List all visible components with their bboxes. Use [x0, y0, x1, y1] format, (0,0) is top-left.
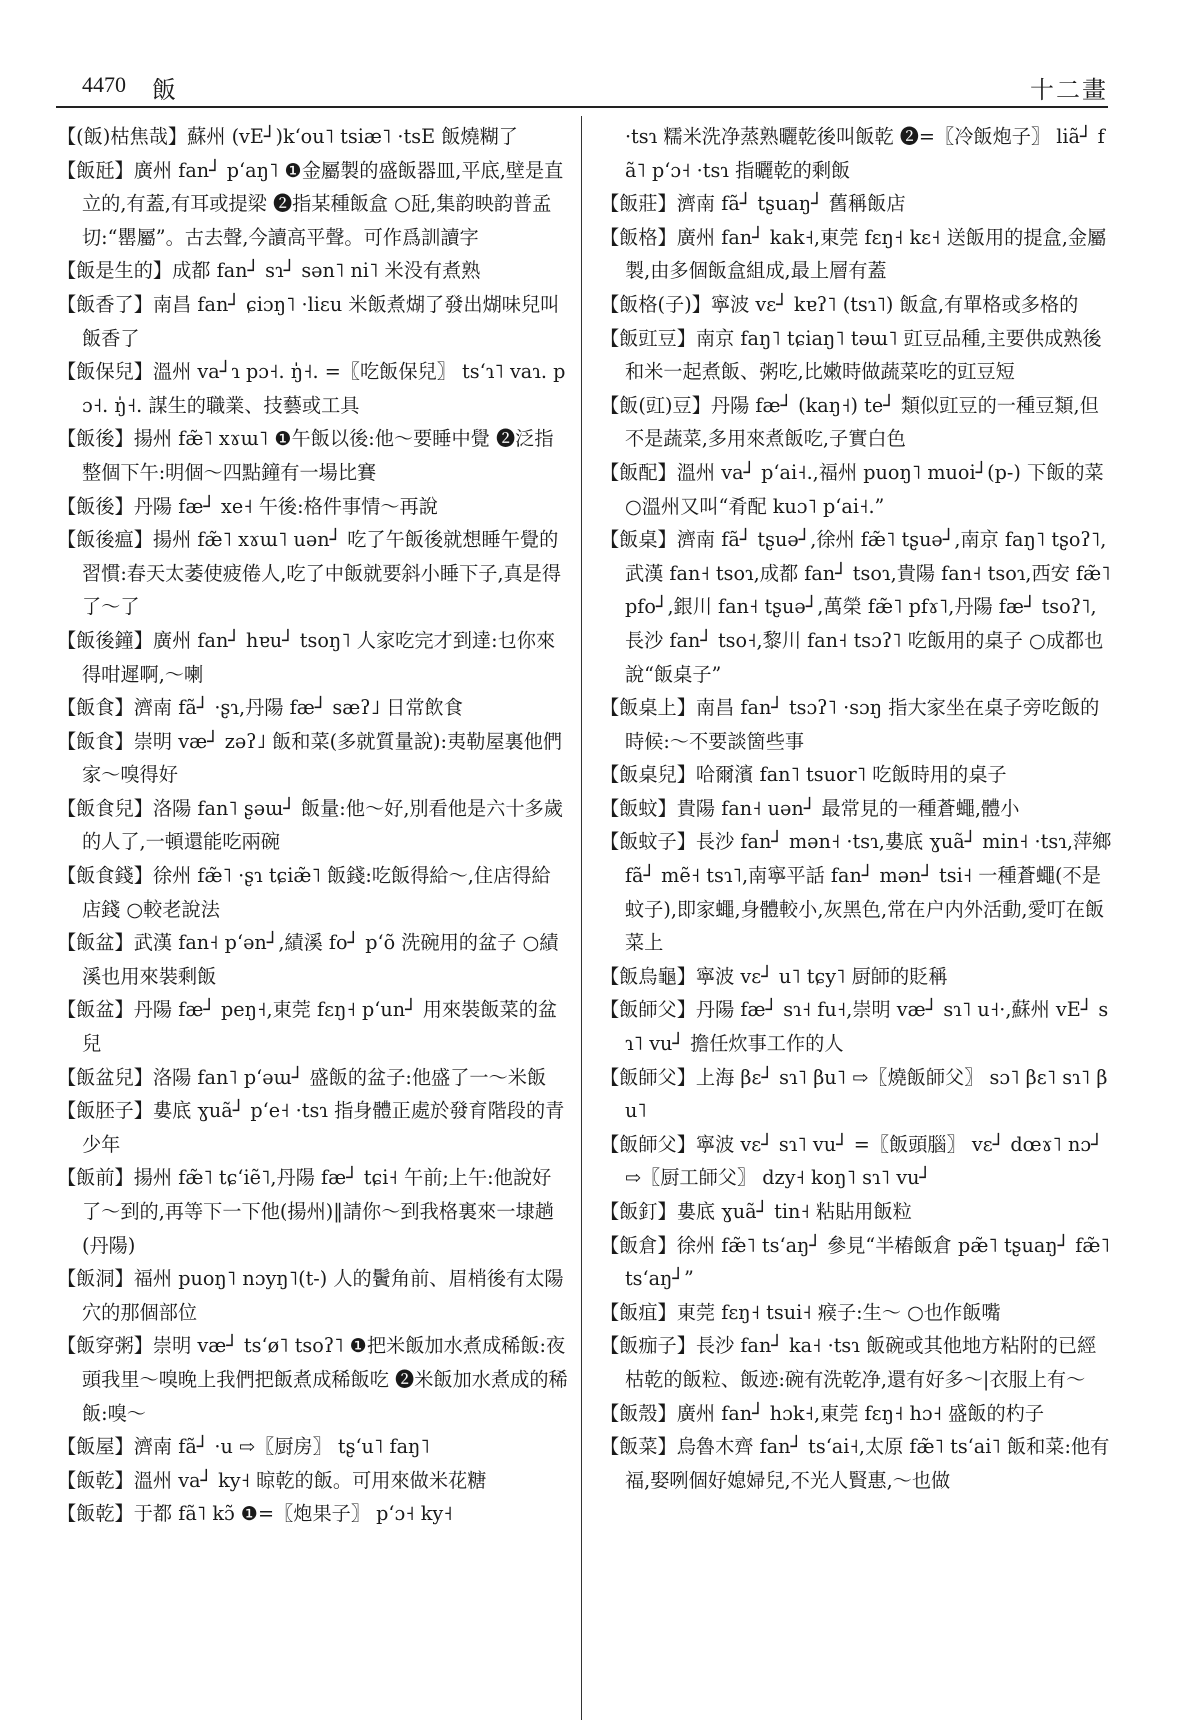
dictionary-entry: 【飯格】廣州 fan┘ kak˧,東莞 fɛŋ˧ kɛ˧ 送飯用的提盒,金屬製,由多個飯盒組成,最上層有蓋	[600, 225, 1107, 283]
dictionary-entry: 【飯痂子】長沙 fan┘ ka˧ ·tsɿ 飯碗或其他地方粘附的已經枯乾的飯粒、飯迹:碗有洗乾净,還有好多～|衣服上有～	[600, 1334, 1097, 1391]
dictionary-entry: 【飯(豇)豆】丹陽 fæ┘ (kaŋ˧) te┘ 類似豇豆的一種豆類,但不是蔬菜,多用來煮飯吃,子實白色	[600, 393, 1099, 451]
dictionary-entry: 【飯莊】濟南 fã┘ tʂuaŋ┘ 舊稱飯店	[600, 192, 906, 216]
dictionary-entry: 【飯豇豆】南京 faŋ˥ tɕiaŋ˥ təɯ˥ 豇豆品種,主要供成熟後和米一起煮飯、粥吃,比嫩時做蔬菜吃的豇豆短	[600, 326, 1102, 384]
dictionary-entry: 【飯食兒】洛陽 fan˥ ʂəɯ┘ 飯量:他～好,別看他是六十多歲的人了,一頓還能吃兩碗	[57, 796, 563, 854]
dictionary-entry: 【飯桌】濟南 fã┘ tʂuə┘,徐州 fæ̃˥ tʂuə┘,南京 faŋ˥ tʂoʔ˥,武漢 fan˧ tsoɿ,成都 fan┘ tsoɿ,貴陽 fan˧ tsoɿ,西安 fæ̃˥ pfo┘,銀川 fan˧ tʂuə┘,萬榮 fæ̃˥ pfɤ˥,丹陽 fæ┘ tsoʔ˥,長沙 fan┘ tso˧,黎川 fan˧ tsɔʔ˥ 吃飯用的桌子 ○成都也說“飯桌子”	[600, 528, 1111, 686]
dictionary-entry: 【飯盆兒】洛陽 fan˥ pʻəɯ┘ 盛飯的盆子:他盛了一～米飯	[57, 1065, 547, 1089]
page-header	[56, 66, 1108, 106]
dictionary-entry: 【飯師父】上海 βɛ┘ sɿ˥ βu˥ ⇨〖燒飯師父〗 sɔ˥ βɛ˥ sɿ˥ βu˥	[600, 1065, 1108, 1123]
dictionary-entry: 【飯菜】烏魯木齊 fan┘ tsʻai˧,太原 fæ̃˥ tsʻai˥ 飯和菜:他有福,娶咧個好媳婦兒,不光人賢惠,～也做	[600, 1435, 1110, 1492]
dictionary-entry: 【飯後】揚州 fæ̃˥ xɤɯ˥ ❶午飯以後:他～要睡中覺 ❷泛指整個下午:明個～四點鐘有一場比賽	[57, 427, 554, 484]
dictionary-entry: 【飯乾】溫州 va┘ ky˧ 晾乾的飯。可用來做米花糖	[57, 1468, 487, 1492]
column-divider	[581, 116, 582, 1720]
dictionary-entry: 【飯前】揚州 fæ̃˥ tɕʻiẽ˥,丹陽 fæ┘ tɕi˧ 午前;上午:他說好了～到的,再等下一下他(揚州)‖請你～到我格裏來一埭趟(丹陽)	[57, 1166, 554, 1257]
dictionary-entry-continued: ·tsɿ 糯米洗净蒸熟曬乾後叫飯乾 ❷=〖冷飯炮子〗 liã┘ fã˥ pʻɔ˧ ·tsɿ 指曬乾的剩飯	[624, 125, 1105, 182]
dictionary-entry: 【飯香了】南昌 fan┘ ɕiɔŋ˥ ·liɛu 米飯煮煳了發出煳味兒叫飯香了	[57, 292, 560, 350]
dictionary-entry: 【飯食】濟南 fã┘ ·ʂɿ,丹陽 fæ┘ sæʔ˩ 日常飲食	[57, 696, 463, 720]
dictionary-entry: 【飯配】溫州 va┘ pʻai˧.,福州 puoŋ˥ muoi┘(p-) 下飯的菜 ○溫州又叫“肴配 kuɔ˥ pʻai˧.”	[600, 460, 1104, 518]
dictionary-entry: 【飯屋】濟南 fã┘ ·u ⇨〖厨房〗 tʂʻu˥ faŋ˥	[57, 1435, 430, 1459]
section-title: 十二畫	[1030, 76, 1108, 104]
dictionary-entry: 【飯食錢】徐州 fæ̃˥ ·ʂɿ tɕiæ̃˥ 飯錢:吃飯得給～,住店得給店錢 ○較老說法	[57, 864, 551, 921]
dictionary-entry: 【飯桌兒】哈爾濱 fan˥ tsuor˥ 吃飯時用的桌子	[600, 763, 1007, 787]
dictionary-entry: 【飯後鐘】廣州 fan┘ hɐu┘ tsoŋ˥ 人家吃完才到達:乜你來得咁遲啊,～喇	[57, 628, 556, 686]
dictionary-entry: 【飯盆】丹陽 fæ┘ peŋ˧,東莞 fɛŋ˧ pʻun┘ 用來裝飯菜的盆兒	[57, 998, 558, 1056]
left-column	[57, 120, 569, 1531]
dictionary-entry: 【飯倉】徐州 fæ̃˥ tsʻaŋ┘ 參見“半樁飯倉 pæ̃˥ tʂuaŋ┘ fæ̃˥ tsʻaŋ┘”	[600, 1233, 1110, 1291]
dictionary-entry: 【飯胚子】婁底 ɣuã┘ pʻe˧ ·tsɿ 指身體正處於發育階段的青少年	[57, 1099, 565, 1156]
dictionary-entry: 【飯烏龜】寧波 vɛ┘ u˥ tɕy˥ 厨師的貶稱	[600, 964, 948, 988]
dictionary-entry: 【飯蚊子】長沙 fan┘ mən˧ ·tsɿ,婁底 ɣuã┘ min˧ ·tsɿ,萍鄉 fã┘ mẽ˧ tsɿ˥,南寧平話 fan┘ mən┘ tsi˧ 一種蒼蠅(不是蚊子),即家蠅,身體較小,灰黑色,常在户内外活動,愛叮在飯菜上	[600, 830, 1112, 955]
dictionary-entry: 【飯釘】婁底 ɣuã┘ tin˧ 粘貼用飯粒	[600, 1200, 912, 1223]
dictionary-entry: 【飯後】丹陽 fæ┘ xe˧ 午後:格件事情～再說	[57, 494, 438, 518]
dictionary-entry: 【飯疽】東莞 fɛŋ˧ tsui˧ 瘊子:生～ ○也作飯嘴	[600, 1300, 1001, 1324]
right-column	[600, 120, 1112, 1497]
dictionary-entry: 【飯後瘟】揚州 fæ̃˥ xɤɯ˥ uən┘ 吃了午飯後就想睡午覺的習慣:春天太萎使疲倦人,吃了中飯就要斜小睡下子,真是得了～了	[57, 528, 562, 619]
dictionary-entry: 【飯食】崇明 væ┘ zəʔ˩ 飯和菜(多就質量說):夷勒屋裏他們家～嗅得好	[57, 729, 563, 787]
dictionary-entry: 【飯洞】福州 puoŋ˥ nɔyŋ˥(t-) 人的鬢角前、眉梢後有太陽穴的那個部位	[57, 1267, 564, 1324]
dictionary-entry: 【飯保兒】溫州 va┘ɿ pɔ˧. ŋ̍˧. =〖吃飯保兒〗 tsʻɿ˥ vaɿ. pɔ˧. ŋ̍˧. 謀生的職業、技藝或工具	[57, 360, 566, 417]
dictionary-entry: 【飯穿粥】崇明 væ┘ tsʻø˥ tsoʔ˥ ❶把米飯加水煮成稀飯:夜頭我里～嗅晚上我們把飯煮成稀飯吃 ❷米飯加水煮成的稀飯:嗅～	[57, 1334, 568, 1425]
dictionary-entry: 【飯乾】于都 fã˥ kɔ̃ ❶=〖炮果子〗 pʻɔ˧ ky˧	[57, 1502, 453, 1526]
dictionary-entry: 【飯盆】武漢 fan˧ pʻən┘,績溪 fo┘ pʻõ 洗碗用的盆子 ○績溪也用來裝剩飯	[57, 931, 559, 988]
dictionary-entry: 【飯格(子)】寧波 vɛ┘ kɐʔ˥ (tsɿ˥) 飯盒,有單格或多格的	[600, 292, 1079, 316]
dictionary-entry: 【飯師父】丹陽 fæ┘ sɿ˧ fu˧,崇明 væ┘ sɿ˥ u˧·,蘇州 vE┘ sɿ˥ vu┘ 擔任炊事工作的人	[600, 998, 1109, 1056]
page-number: 4470	[82, 72, 126, 97]
head-character: 飯	[152, 76, 176, 104]
dictionary-entry: 【(飯)枯焦哉】蘇州 (vE┘)kʻou˥ tsiæ˥ ·tsE 飯燒糊了	[57, 125, 518, 148]
dictionary-entry: 【飯師父】寧波 vɛ┘ sɿ˥ vu┘ =〖飯頭腦〗 vɛ┘ dœɤ˥ nɔ┘ ⇨〖厨工師父〗 dzy˧ koŋ˥ sɿ˥ vu┘	[600, 1132, 1103, 1190]
dictionary-entry: 【飯殼】廣州 fan┘ hɔk˧,東莞 fɛŋ˧ hɔ˧ 盛飯的杓子	[600, 1401, 1045, 1425]
dictionary-entry: 【飯是生的】成都 fan┘ sɿ┘ sən˥ ni˥ 米没有煮熟	[57, 259, 481, 283]
dictionary-entry: 【飯桌上】南昌 fan┘ tsɔʔ˥ ·sɔŋ 指大家坐在桌子旁吃飯的時候:～不要談箇些事	[600, 696, 1100, 753]
dictionary-entry: 【飯瓩】廣州 fan┘ pʻaŋ˥ ❶金屬製的盛飯器皿,平底,壁是直立的,有蓋,有耳或提梁 ❷指某種飯盒 ○瓩,集韵映韵普孟切:“罌屬”。古去聲,今讀高平聲。可作爲訓讀字	[57, 158, 564, 249]
dictionary-entry: 【飯蚊】貴陽 fan˧ uən┘ 最常見的一種蒼蠅,體小	[600, 796, 1020, 820]
header-rule	[56, 106, 1108, 108]
